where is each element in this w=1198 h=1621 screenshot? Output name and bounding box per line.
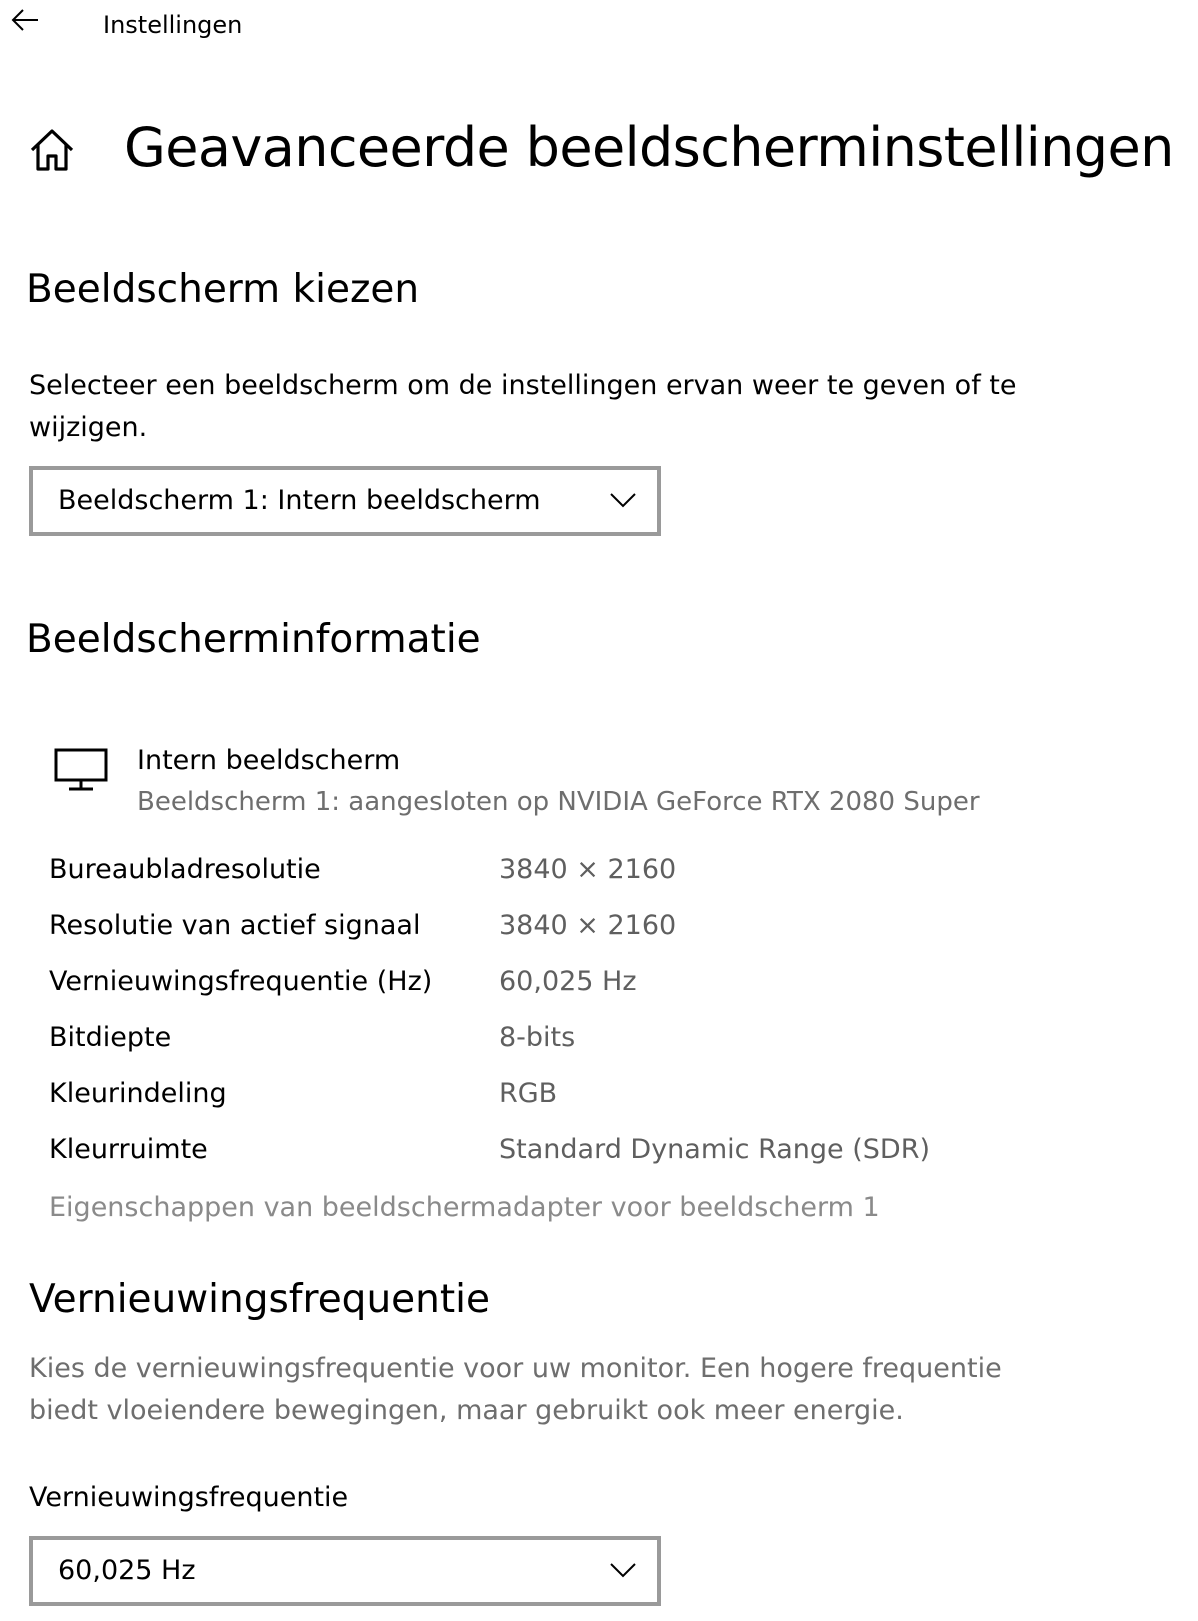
info-value-active-signal-resolution: 3840 × 2160 [499, 910, 677, 941]
choose-display-heading: Beeldscherm kiezen [26, 267, 420, 312]
home-icon[interactable] [28, 126, 76, 174]
display-select[interactable] [29, 466, 661, 536]
arrow-left-icon [8, 2, 44, 38]
info-value-bit-depth: 8-bits [499, 1022, 576, 1053]
refresh-rate-field-label: Vernieuwingsfrequentie [29, 1482, 349, 1513]
page-title: Geavanceerde beeldscherminstellingen [124, 116, 1174, 179]
info-label-bit-depth: Bitdiepte [49, 1022, 172, 1053]
refresh-rate-select-value: 60,025 Hz [58, 1555, 196, 1586]
refresh-rate-description-line1: Kies de vernieuwingsfrequentie voor uw monitor. Een hogere frequentie [29, 1353, 1002, 1384]
display-connection: Beeldscherm 1: aangesloten op NVIDIA GeForce RTX 2080 Super [137, 787, 980, 817]
choose-display-description-line2: wijzigen. [29, 412, 148, 443]
window-title: Instellingen [103, 11, 243, 39]
chevron-down-icon [609, 490, 637, 510]
refresh-rate-heading: Vernieuwingsfrequentie [29, 1277, 490, 1322]
adapter-properties-link[interactable]: Eigenschappen van beeldschermadapter voor beeldscherm 1 [49, 1192, 880, 1223]
info-value-desktop-resolution: 3840 × 2160 [499, 854, 677, 885]
refresh-rate-description-line2: biedt vloeiendere bewegingen, maar gebruikt ook meer energie. [29, 1395, 904, 1426]
refresh-rate-select[interactable] [29, 1536, 661, 1606]
choose-display-description-line1: Selecteer een beeldscherm om de instellingen ervan weer te geven of te [29, 370, 1017, 401]
info-label-color-format: Kleurindeling [49, 1078, 227, 1109]
display-name: Intern beeldscherm [137, 745, 401, 776]
info-label-active-signal-resolution: Resolutie van actief signaal [49, 910, 421, 941]
info-value-color-format: RGB [499, 1078, 558, 1109]
info-label-color-space: Kleurruimte [49, 1134, 208, 1165]
display-info-heading: Beeldscherminformatie [26, 617, 481, 662]
info-label-refresh-rate: Vernieuwingsfrequentie (Hz) [49, 966, 433, 997]
info-value-color-space: Standard Dynamic Range (SDR) [499, 1134, 930, 1165]
chevron-down-icon [609, 1560, 637, 1580]
info-label-desktop-resolution: Bureaubladresolutie [49, 854, 321, 885]
back-button[interactable] [8, 2, 44, 38]
info-value-refresh-rate: 60,025 Hz [499, 966, 637, 997]
display-select-value: Beeldscherm 1: Intern beeldscherm [58, 485, 541, 516]
monitor-icon [54, 748, 110, 792]
